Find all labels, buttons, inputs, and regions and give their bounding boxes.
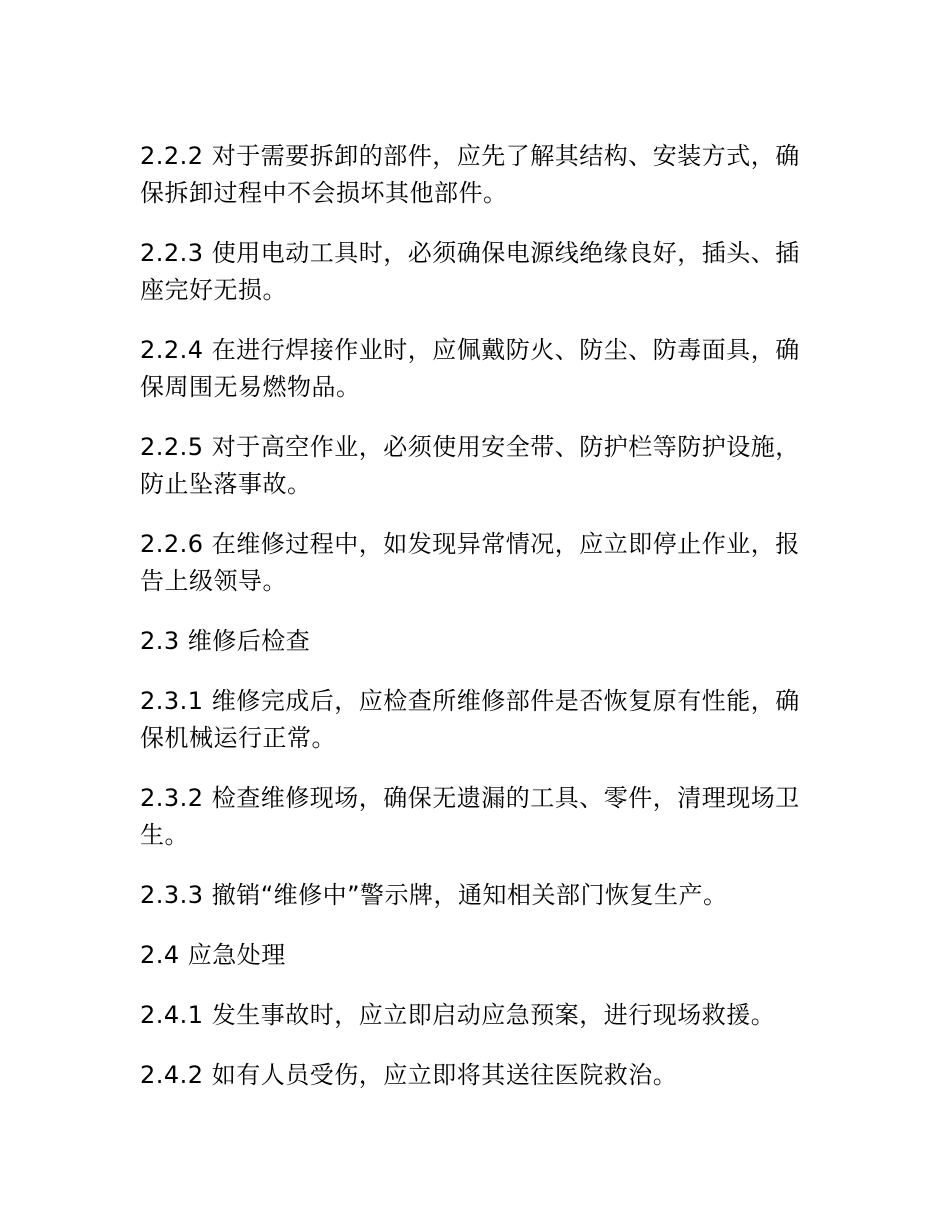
paragraph-2-3-1: 2.3.1 维修完成后，应检查所维修部件是否恢复原有性能，确保机械运行正常。 bbox=[140, 687, 800, 752]
paragraph-2-2-3: 2.2.3 使用电动工具时，必须确保电源线绝缘良好，插头、插座完好无损。 bbox=[140, 239, 800, 304]
paragraph-2-4-1: 2.4.1 发生事故时，应立即启动应急预案，进行现场救援。 bbox=[140, 1001, 776, 1029]
paragraph-2-2-2: 2.2.2 对于需要拆卸的部件，应先了解其结构、安装方式，确保拆卸过程中不会损坏其他部件。 bbox=[140, 142, 800, 207]
section-heading-2-3: 2.3 维修后检查 bbox=[140, 627, 311, 655]
paragraph-2-2-6: 2.2.6 在维修过程中，如发现异常情况，应立即停止作业，报告上级领导。 bbox=[140, 530, 800, 595]
paragraph-2-3-2: 2.3.2 检查维修现场，确保无遗漏的工具、零件，清理现场卫生。 bbox=[140, 784, 800, 849]
paragraph-2-4-2: 2.4.2 如有人员受伤，应立即将其送往医院救治。 bbox=[140, 1061, 678, 1089]
section-heading-2-4: 2.4 应急处理 bbox=[140, 941, 286, 969]
paragraph-2-2-4: 2.2.4 在进行焊接作业时，应佩戴防火、防尘、防毒面具，确保周围无易燃物品。 bbox=[140, 336, 800, 401]
paragraph-2-3-3: 2.3.3 撤销“维修中”警示牌，通知相关部门恢复生产。 bbox=[140, 881, 728, 909]
paragraph-2-2-5: 2.2.5 对于高空作业，必须使用安全带、防护栏等防护设施，防止坠落事故。 bbox=[140, 433, 800, 498]
